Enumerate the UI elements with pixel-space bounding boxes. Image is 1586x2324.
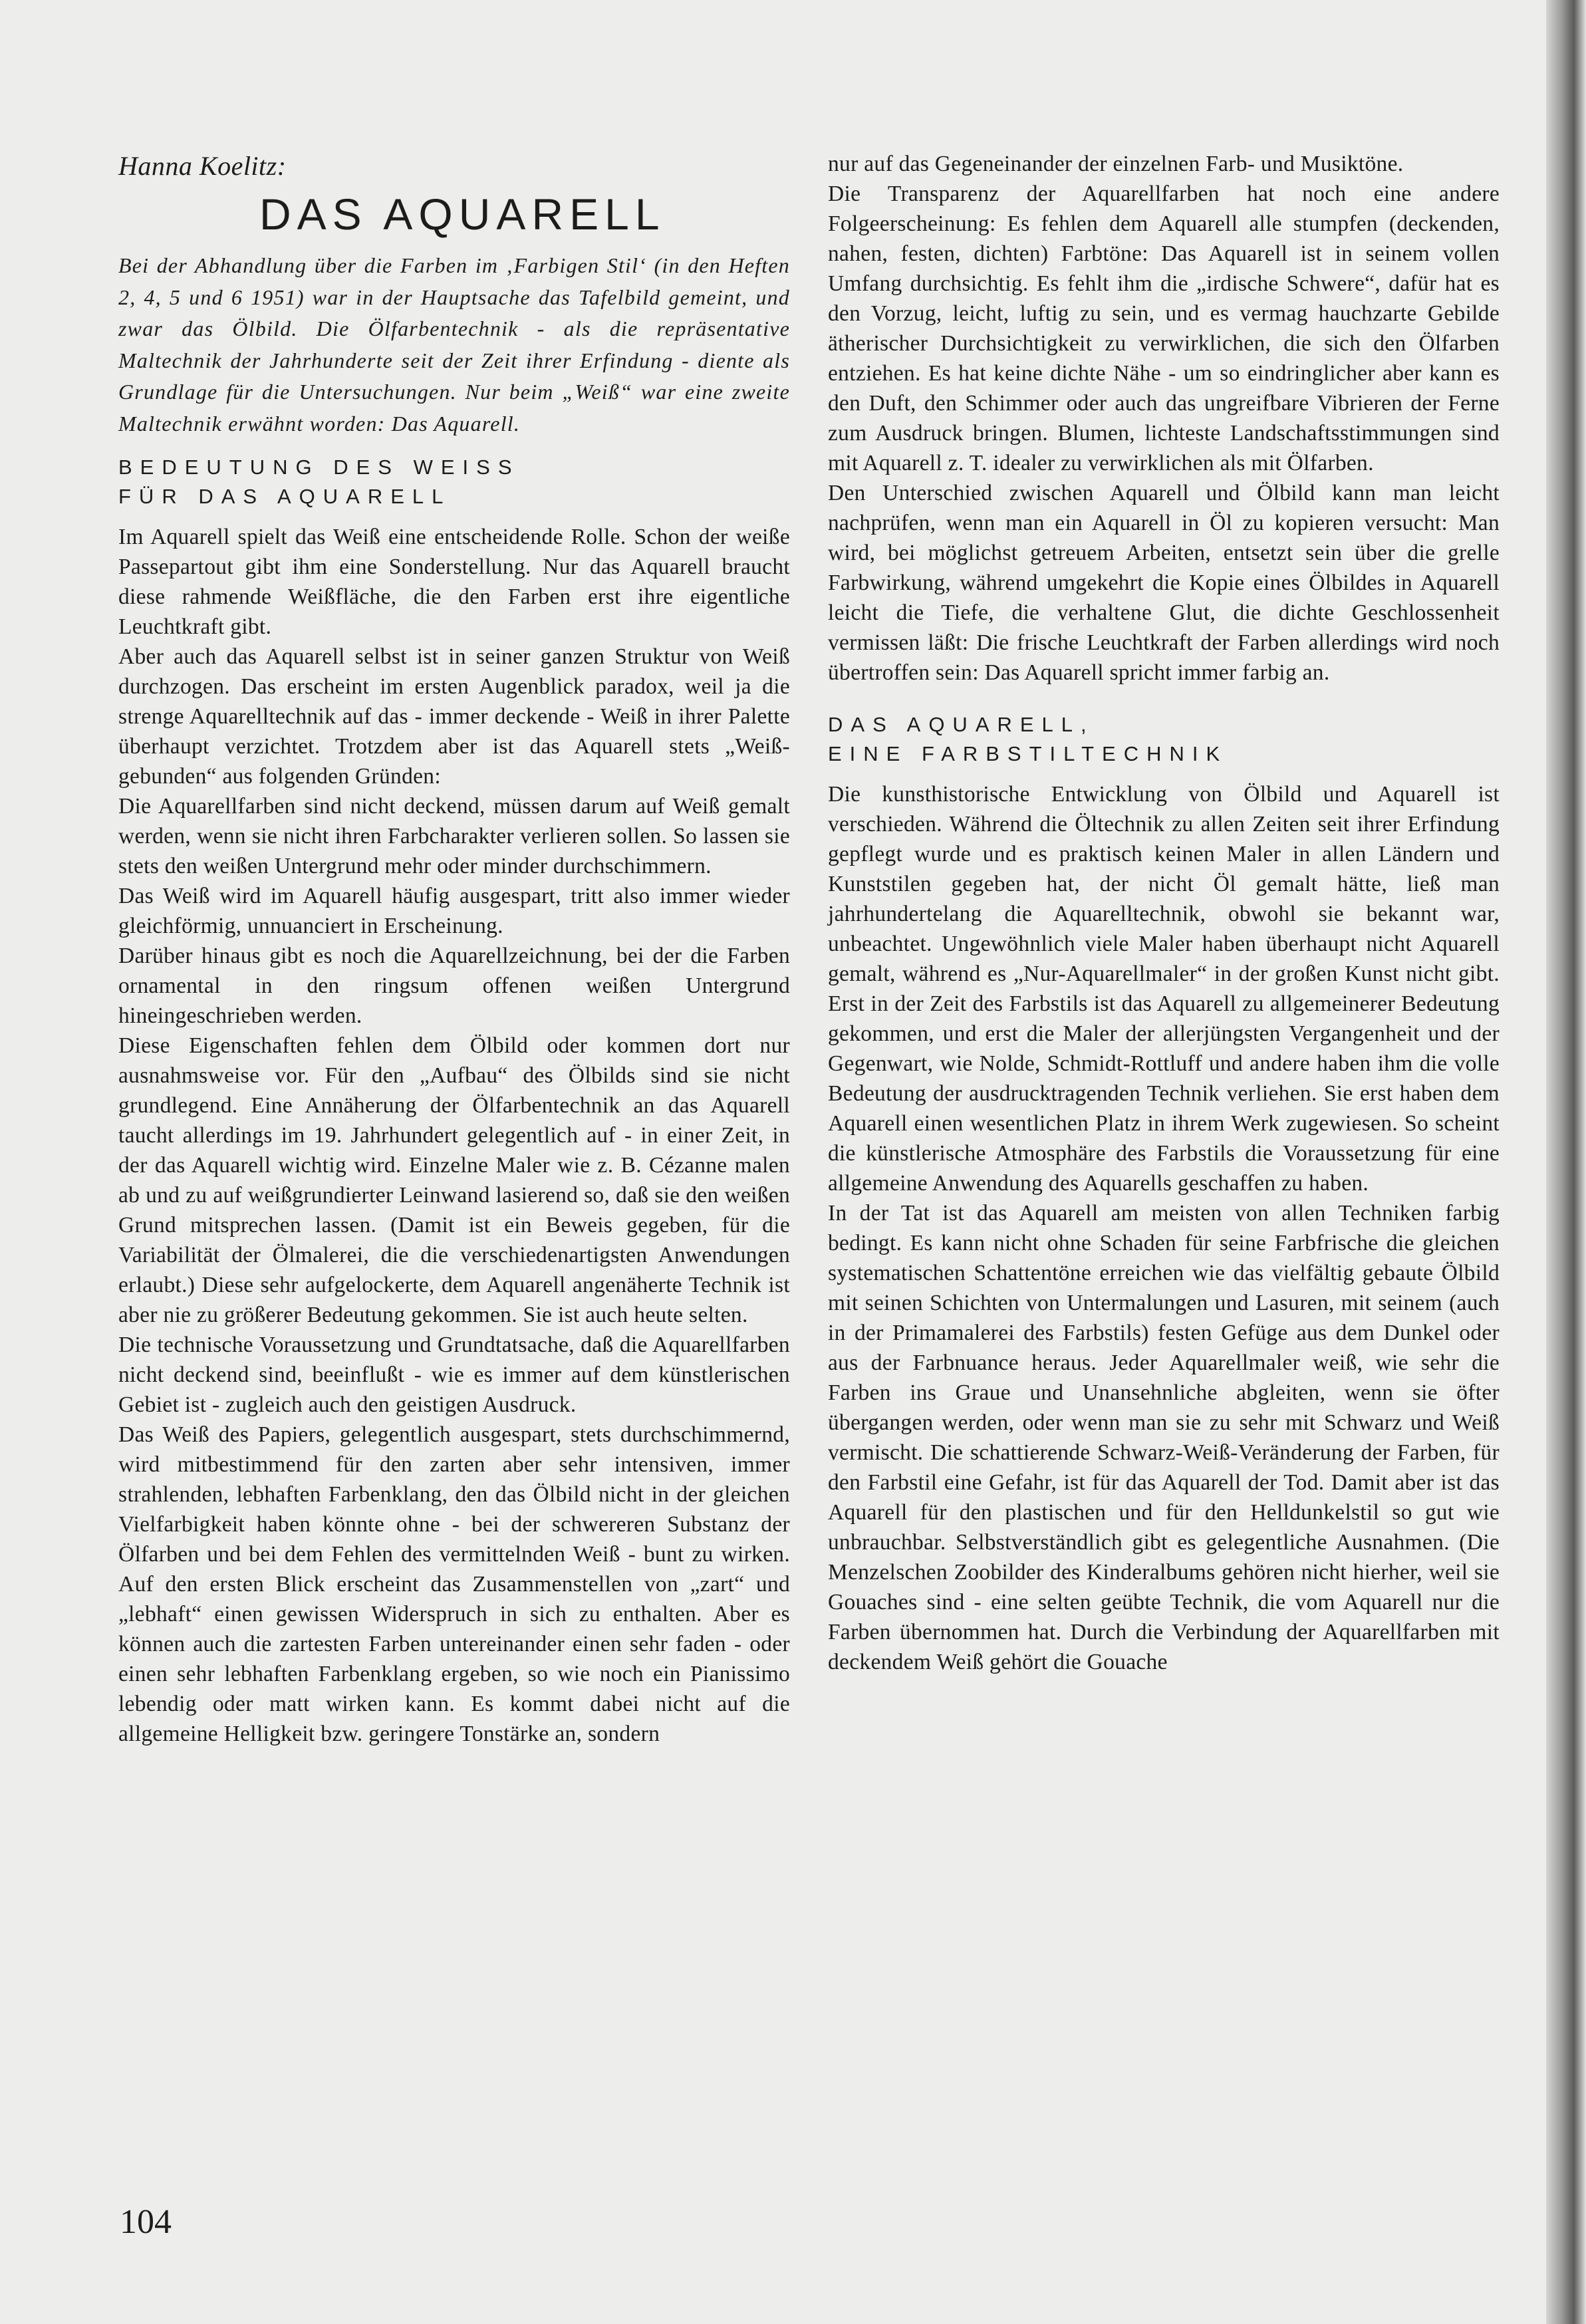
article-title: DAS AQUARELL bbox=[259, 190, 666, 239]
body-paragraph: Das Weiß des Papiers, gelegentlich ausgespart, stets durchschimmernd, wird mitbestimmend für den zarten aber sehr intensiven, immer strahlenden, lebhaften Farbenklang, den das Ölbild nicht in der gleichen Vielfarbigkeit haben könnte ohne - bei der schwereren Substanz der Ölfarben und bei dem Fehlen des vermittelnden Weiß - bunt zu wirken. Auf den ersten Blick erscheint das Zusammenstellen von „zart“ und „lebhaft“ einen gewissen Widerspruch in sich zu enthalten. Aber es können auch die zartesten Farben untereinander einen sehr faden - oder einen sehr lebhaften Farbenklang ergeben, so wie noch ein Pianissimo lebendig oder matt wirken kann. Es kommt dabei nicht auf die allgemeine Helligkeit bzw. geringere Tonstärke an, sondern bbox=[118, 1422, 790, 1746]
body-paragraph: Darüber hinaus gibt es noch die Aquarellzeichnung, bei der die Farben ornamental in den ringsum offenen weißen Untergrund hineingeschrieben werden. bbox=[118, 944, 790, 1028]
right-column bbox=[828, 149, 1500, 1677]
section-heading-line: BEDEUTUNG DES WEISS bbox=[118, 455, 520, 479]
intro-paragraph: Bei der Abhandlung über die Farben im ‚Farbigen Stil‘ (in den Heften 2, 4, 5 und 6 1951) war in der Hauptsache das Tafelbild gemeint, und zwar das Ölbild. Die Ölfarbentechnik - als die repräsentative Maltechnik der Jahrhunderte seit der Zeit ihrer Erfindung - diente als Grundlage für die Untersuchungen. Nur beim „Weiß“ war eine zweite Maltechnik erwähnt worden: Das Aquarell. bbox=[118, 253, 790, 436]
body-paragraph: Die kunsthistorische Entwicklung von Ölbild und Aquarell ist verschieden. Während die Öltechnik zu allen Zeiten seit ihrer Erfindung gepflegt wurde und es praktisch keinen Maler in allen Ländern und Kunststilen gegeben hat, der nicht Öl gemalt hätte, ließ man jahrhundertelang die Aquarelltechnik, obwohl sie bekannt war, unbeachtet. Ungewöhnlich viele Maler haben überhaupt nicht Aquarell gemalt, während es „Nur-Aquarellmaler“ in der großen Kunst nicht gibt. Erst in der Zeit des Farbstils ist das Aquarell zu allgemeinerer Bedeutung gekommen, und erst die Maler der allerjüngsten Vergangenheit und der Gegenwart, wie Nolde, Schmidt-Rottluff und andere haben ihm die volle Bedeutung der ausdrucktragenden Technik verliehen. Sie erst haben dem Aquarell einen wesentlichen Platz in ihrem Werk zugewiesen. So scheint die künstlerische Atmosphäre des Farbstils die Voraussetzung für eine allgemeine Anwendung des Aquarells geschaffen zu haben. bbox=[828, 782, 1500, 1196]
page-number: 104 bbox=[120, 2203, 172, 2241]
author-byline: Hanna Koelitz: bbox=[118, 151, 287, 181]
binding-gutter bbox=[1546, 0, 1586, 2324]
section-heading-weiss bbox=[118, 453, 790, 511]
section-heading-line: DAS AQUARELL, bbox=[828, 713, 1095, 736]
body-paragraph: Die Aquarellfarben sind nicht deckend, müssen darum auf Weiß gemalt werden, wenn sie nicht ihren Farbcharakter verlieren sollen. So lassen sie stets den weißen Untergrund mehr oder minder durchschimmern. bbox=[118, 794, 790, 878]
body-paragraph: Im Aquarell spielt das Weiß eine entscheidende Rolle. Schon der weiße Passepartout gibt ihm eine Sonderstellung. Nur das Aquarell braucht diese rahmende Weißfläche, die den Farben erst ihre eigentliche Leuchtkraft gibt. bbox=[118, 525, 790, 639]
left-column bbox=[118, 149, 790, 1749]
body-paragraph: In der Tat ist das Aquarell am meisten von allen Techniken farbig bedingt. Es kann nicht ohne Schaden für seine Farbfrische die gleichen systematischen Schattentöne erreichen wie das vielfältig gebaute Ölbild mit seinen Schichten von Untermalungen und Lasuren, mit seinem (auch in der Primamalerei des Farbstils) festen Gefüge aus dem Dunkel oder aus der Farbnuance heraus. Jeder Aquarellmaler weiß, wie sehr die Farben ins Graue und Unansehnliche abgleiten, wenn sie öfter übergangen werden, oder wenn man sie zu sehr mit Schwarz und Weiß vermischt. Die schattierende Schwarz-Weiß-Veränderung der Farben, für den Farbstil eine Gefahr, ist für das Aquarell der Tod. Damit aber ist das Aquarell für den plastischen und für den Helldunkelstil so gut wie unbrauchbar. Selbstverständlich gibt es gelegentliche Ausnahmen. (Die Menzelschen Zoobilder des Kinderalbums gehören nicht hierher, weil sie Gouaches sind - eine selten geübte Technik, die vom Aquarell nur die Farben übernommen hat. Durch die Verbindung der Aquarellfarben mit deckendem Weiß gehört die Gouache bbox=[828, 1201, 1500, 1674]
body-paragraph: Diese Eigenschaften fehlen dem Ölbild oder kommen dort nur ausnahmsweise vor. Für den „Aufbau“ des Ölbilds sind sie nicht grundlegend. Eine Annäherung der Ölfarbentechnik an das Aquarell taucht allerdings im 19. Jahrhundert gelegentlich auf - in einer Zeit, in der das Aquarell wichtig wird. Einzelne Maler wie z. B. Cézanne malen ab und zu auf weißgrundierter Leinwand lasierend so, daß sie den weißen Grund mitsprechen lassen. (Damit ist ein Beweis gegeben, für die Variabilität der Ölmalerei, die die verschiedenartigsten Anwendungen erlaubt.) Diese sehr aufgelockerte, dem Aquarell angenäherte Technik ist aber nie zu größerer Bedeutung gekommen. Sie ist auch heute selten. bbox=[118, 1033, 790, 1327]
body-paragraph: Die technische Voraussetzung und Grundtatsache, daß die Aquarellfarben nicht deckend sind, beeinflußt - wie es immer auf dem künstlerischen Gebiet ist - zugleich auch den geistigen Ausdruck. bbox=[118, 1333, 790, 1417]
body-paragraph: Die Transparenz der Aquarellfarben hat noch eine andere Folgeerscheinung: Es fehlen dem Aquarell alle stumpfen (deckenden, nahen, festen, dichten) Farbtöne: Das Aquarell ist in seinem vollen Umfang durchsichtig. Es fehlt ihm die „irdische Schwere“, dafür hat es den Vorzug, leicht, luftig zu sein, und es vermag hauchzarte Gebilde ätherischer Durchsichtigkeit zu verwirklichen, die sich den Ölfarben entziehen. Es hat keine dichte Nähe - um so eindringlicher aber kann es den Duft, den Schimmer oder auch das ungreifbare Vibrieren der Ferne zum Ausdruck bringen. Blumen, lichteste Landschaftsstimmungen sind mit Aquarell z. T. idealer zu verwirklichen als mit Ölfarben. bbox=[828, 182, 1500, 475]
section-heading-farbstiltechnik bbox=[828, 710, 1500, 769]
section-heading-line: EINE FARBSTILTECHNIK bbox=[828, 742, 1228, 765]
body-paragraph: Aber auch das Aquarell selbst ist in seiner ganzen Struktur von Weiß durchzogen. Das erscheint im ersten Augenblick paradox, weil ja die strenge Aquarelltechnik auf das - immer deckende - Weiß in ihrer Palette überhaupt verzichtet. Trotzdem aber ist das Aquarell stets „Weiß-gebunden“ aus folgenden Gründen: bbox=[118, 644, 790, 789]
body-paragraph: Den Unterschied zwischen Aquarell und Ölbild kann man leicht nachprüfen, wenn man ein Aquarell in Öl zu kopieren versucht: Man wird, bei möglichst getreuem Arbeiten, entsetzt sein über die grelle Farbwirkung, während umgekehrt die Kopie eines Ölbildes in Aquarell leicht die Tiefe, die verhaltene Glut, die dichte Geschlossenheit vermissen läßt: Die frische Leuchtkraft der Farben allerdings wird noch übertroffen sein: Das Aquarell spricht immer farbig an. bbox=[828, 481, 1500, 685]
body-paragraph: Das Weiß wird im Aquarell häufig ausgespart, tritt also immer wieder gleichförmig, unnuanciert in Erscheinung. bbox=[118, 884, 790, 938]
section-heading-line: FÜR DAS AQUARELL bbox=[118, 485, 452, 508]
body-paragraph: nur auf das Gegeneinander der einzelnen Farb- und Musiktöne. bbox=[828, 152, 1404, 176]
